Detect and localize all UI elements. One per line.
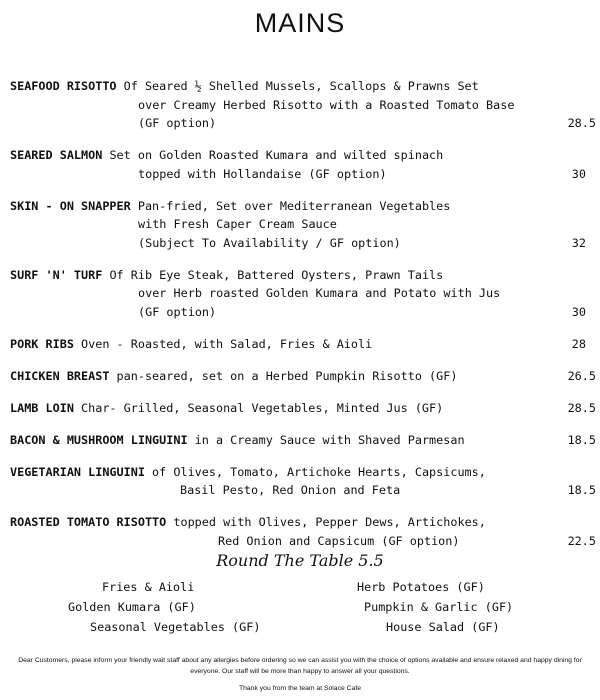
menu-item-lamb-loin <box>10 399 596 418</box>
item-name: CHICKEN BREAST <box>10 368 110 383</box>
item-description: topped with Hollandaise (GF option) <box>138 166 387 181</box>
item-price: 22.5 <box>567 533 596 548</box>
item-price: 18.5 <box>567 432 596 447</box>
side-item: Herb Potatoes (GF) <box>357 580 485 594</box>
side-item: Fries & Aioli <box>102 580 195 594</box>
sides-heading: Round The Table 5.5 <box>216 551 384 570</box>
item-name: ROASTED TOMATO RISOTTO <box>10 515 167 529</box>
item-description: of Olives, Tomato, Artichoke Hearts, Capsicums, <box>144 464 486 479</box>
item-description: over Creamy Herbed Risotto with a Roasted Tomato Base <box>138 97 515 112</box>
item-description: Set on Golden Roasted Kumara and wilted spinach <box>102 148 444 162</box>
item-description: Of Rib Eye Steak, Battered Oysters, Prawn Tails <box>102 267 444 282</box>
menu-item-skin-on-snapper <box>10 197 596 253</box>
menu-item-vegetarian-linguini <box>10 463 596 500</box>
side-item: Golden Kumara (GF) <box>68 600 196 614</box>
item-name: SURF 'N' TURF <box>10 267 103 282</box>
item-description: Pan-fried, Set over Mediterranean Vegetables <box>130 198 451 213</box>
item-name: PORK RIBS <box>10 336 74 351</box>
item-note: (Subject To Availability / GF option) <box>138 235 401 250</box>
side-item: Pumpkin & Garlic (GF) <box>364 600 514 614</box>
item-name: BACON & MUSHROOM LINGUINI <box>10 432 188 447</box>
item-price: 26.5 <box>567 368 596 383</box>
item-price: 30 <box>571 166 586 181</box>
item-description: topped with Olives, Pepper Dews, Artichokes, <box>166 515 486 529</box>
item-note: (GF option) <box>138 116 217 130</box>
item-description: with Fresh Caper Cream Sauce <box>138 217 337 231</box>
side-item: House Salad (GF) <box>386 620 500 634</box>
item-price: 32 <box>571 235 586 250</box>
item-description: Red Onion and Capsicum (GF option) <box>218 533 460 548</box>
item-name: LAMB LOIN <box>10 400 74 415</box>
menu-item-chicken-breast <box>10 367 596 386</box>
item-price: 18.5 <box>567 483 596 497</box>
item-description: Basil Pesto, Red Onion and Feta <box>180 483 401 497</box>
item-description: pan-seared, set on a Herbed Pumpkin Risotto (GF) <box>109 368 458 383</box>
item-price: 28.5 <box>567 116 596 130</box>
menu-item-bacon-mushroom-linguini <box>10 431 596 450</box>
item-description: Oven - Roasted, with Salad, Fries & Aioli <box>73 336 373 351</box>
item-note: (GF option) <box>138 304 217 319</box>
item-description: in a Creamy Sauce with Shaved Parmesan <box>187 432 465 447</box>
menu-item-seafood-risotto <box>10 77 596 133</box>
menu-item-surf-n-turf <box>10 266 596 322</box>
menu-list <box>10 77 596 564</box>
allergy-notice: Dear Customers, please inform your friendly wait staff about any allergies before ordering so we can assist you with the choice of options available and ensure relaxed and happy dining for everyone. Our staff will be more than happy to answer all your questions. <box>18 657 582 675</box>
item-name: SEAFOOD RISOTTO <box>10 79 117 93</box>
thank-you-note: Thank you from the team at Solace Cafe <box>238 685 362 692</box>
side-item: Seasonal Vegetables (GF) <box>90 620 261 634</box>
item-name: SEARED SALMON <box>10 148 103 162</box>
menu-item-roasted-tomato-risotto <box>10 513 596 550</box>
item-description: Char- Grilled, Seasonal Vegetables, Minted Jus (GF) <box>73 400 444 415</box>
item-name: VEGETARIAN LINGUINI <box>10 464 145 479</box>
item-description: over Herb roasted Golden Kumara and Potato with Jus <box>138 286 501 300</box>
item-description: Of Seared ½ Shelled Mussels, Scallops & Prawns Set <box>116 79 479 93</box>
menu-item-pork-ribs <box>10 335 596 354</box>
menu-item-seared-salmon <box>10 146 596 183</box>
page-title: MAINS <box>254 8 346 38</box>
item-name: SKIN - ON SNAPPER <box>10 198 131 213</box>
item-price: 28 <box>571 336 586 351</box>
item-price: 28.5 <box>567 400 596 415</box>
item-price: 30 <box>571 304 586 319</box>
